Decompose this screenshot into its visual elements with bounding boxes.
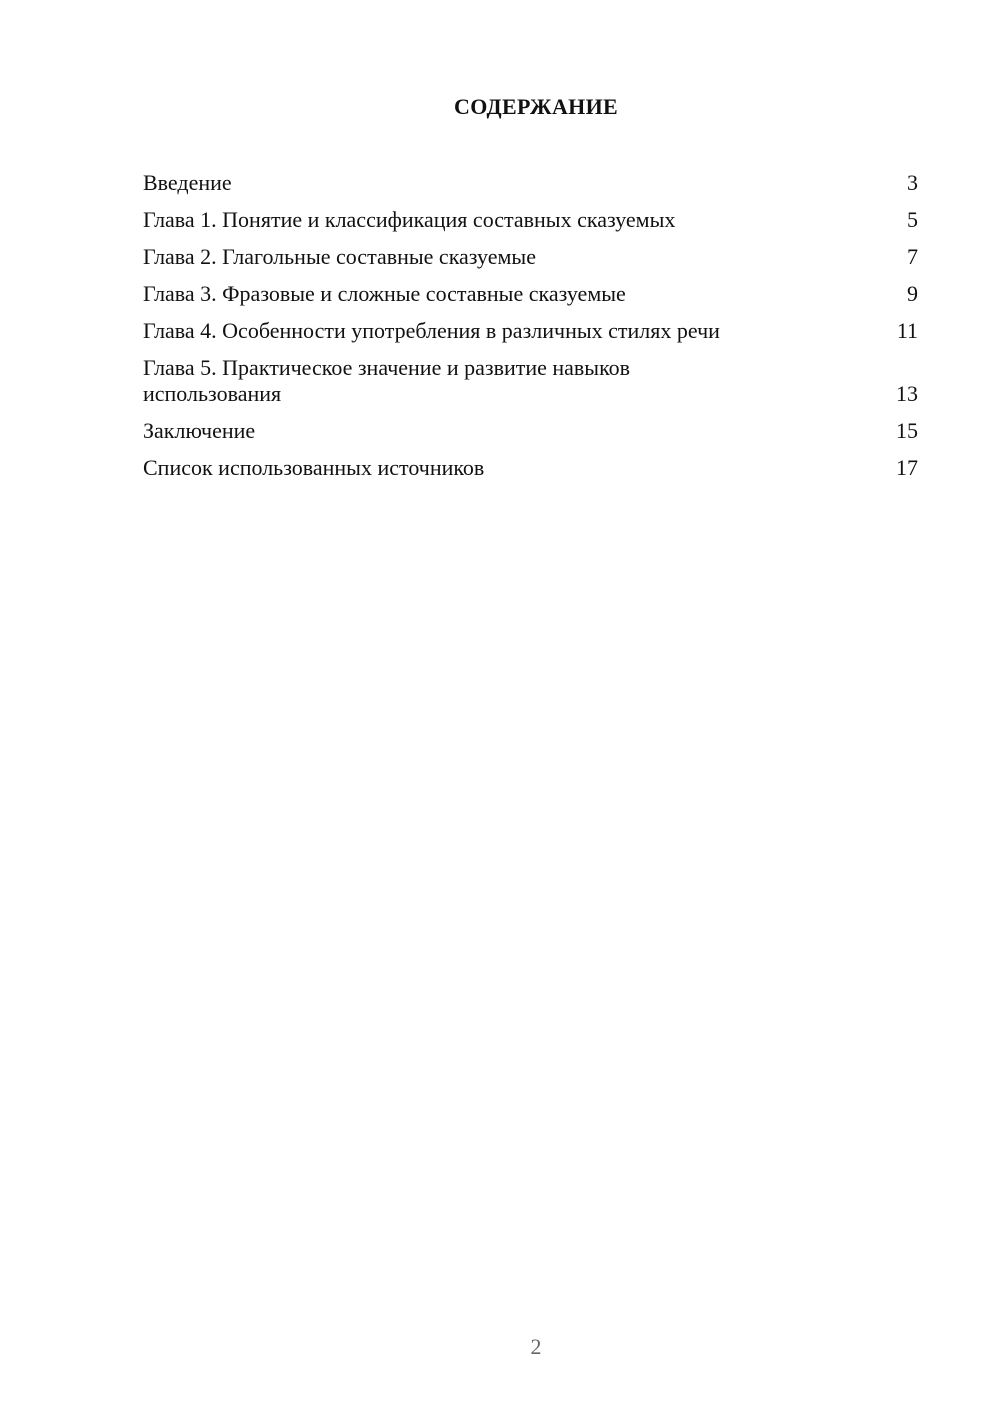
table-of-contents — [143, 170, 918, 492]
toc-entry — [143, 418, 918, 444]
toc-entry-label: Глава 2. Глагольные составные сказуемые — [143, 244, 536, 269]
page-number: 2 — [530, 1334, 542, 1359]
toc-entry-page: 3 — [907, 170, 918, 195]
toc-entry-page: 7 — [907, 244, 918, 269]
toc-entry-page: 11 — [896, 318, 918, 343]
toc-entry-label: Введение — [143, 170, 232, 195]
toc-entry — [143, 355, 918, 407]
toc-entry — [143, 244, 918, 270]
toc-entry — [143, 318, 918, 344]
toc-entry-label: Глава 5. Практическое значение и развитие навыков использования — [143, 355, 631, 406]
toc-entry — [143, 455, 918, 481]
toc-entry-label: Заключение — [143, 418, 256, 443]
toc-entry-page: 17 — [896, 455, 918, 480]
toc-entry-label: Глава 4. Особенности употребления в различных стилях речи — [143, 318, 720, 343]
toc-entry — [143, 281, 918, 307]
page-title: СОДЕРЖАНИЕ — [454, 94, 618, 119]
toc-entry-label: Список использованных источников — [143, 455, 485, 480]
toc-entry-page: 13 — [896, 381, 918, 406]
toc-entry — [143, 207, 918, 233]
toc-entry-label: Глава 3. Фразовые и сложные составные сказуемые — [143, 281, 626, 306]
toc-entry-page: 15 — [896, 418, 918, 443]
toc-entry-page: 9 — [907, 281, 918, 306]
toc-entry-label: Глава 1. Понятие и классификация составных сказуемых — [143, 207, 676, 232]
toc-entry — [143, 170, 918, 196]
toc-entry-page: 5 — [907, 207, 918, 232]
